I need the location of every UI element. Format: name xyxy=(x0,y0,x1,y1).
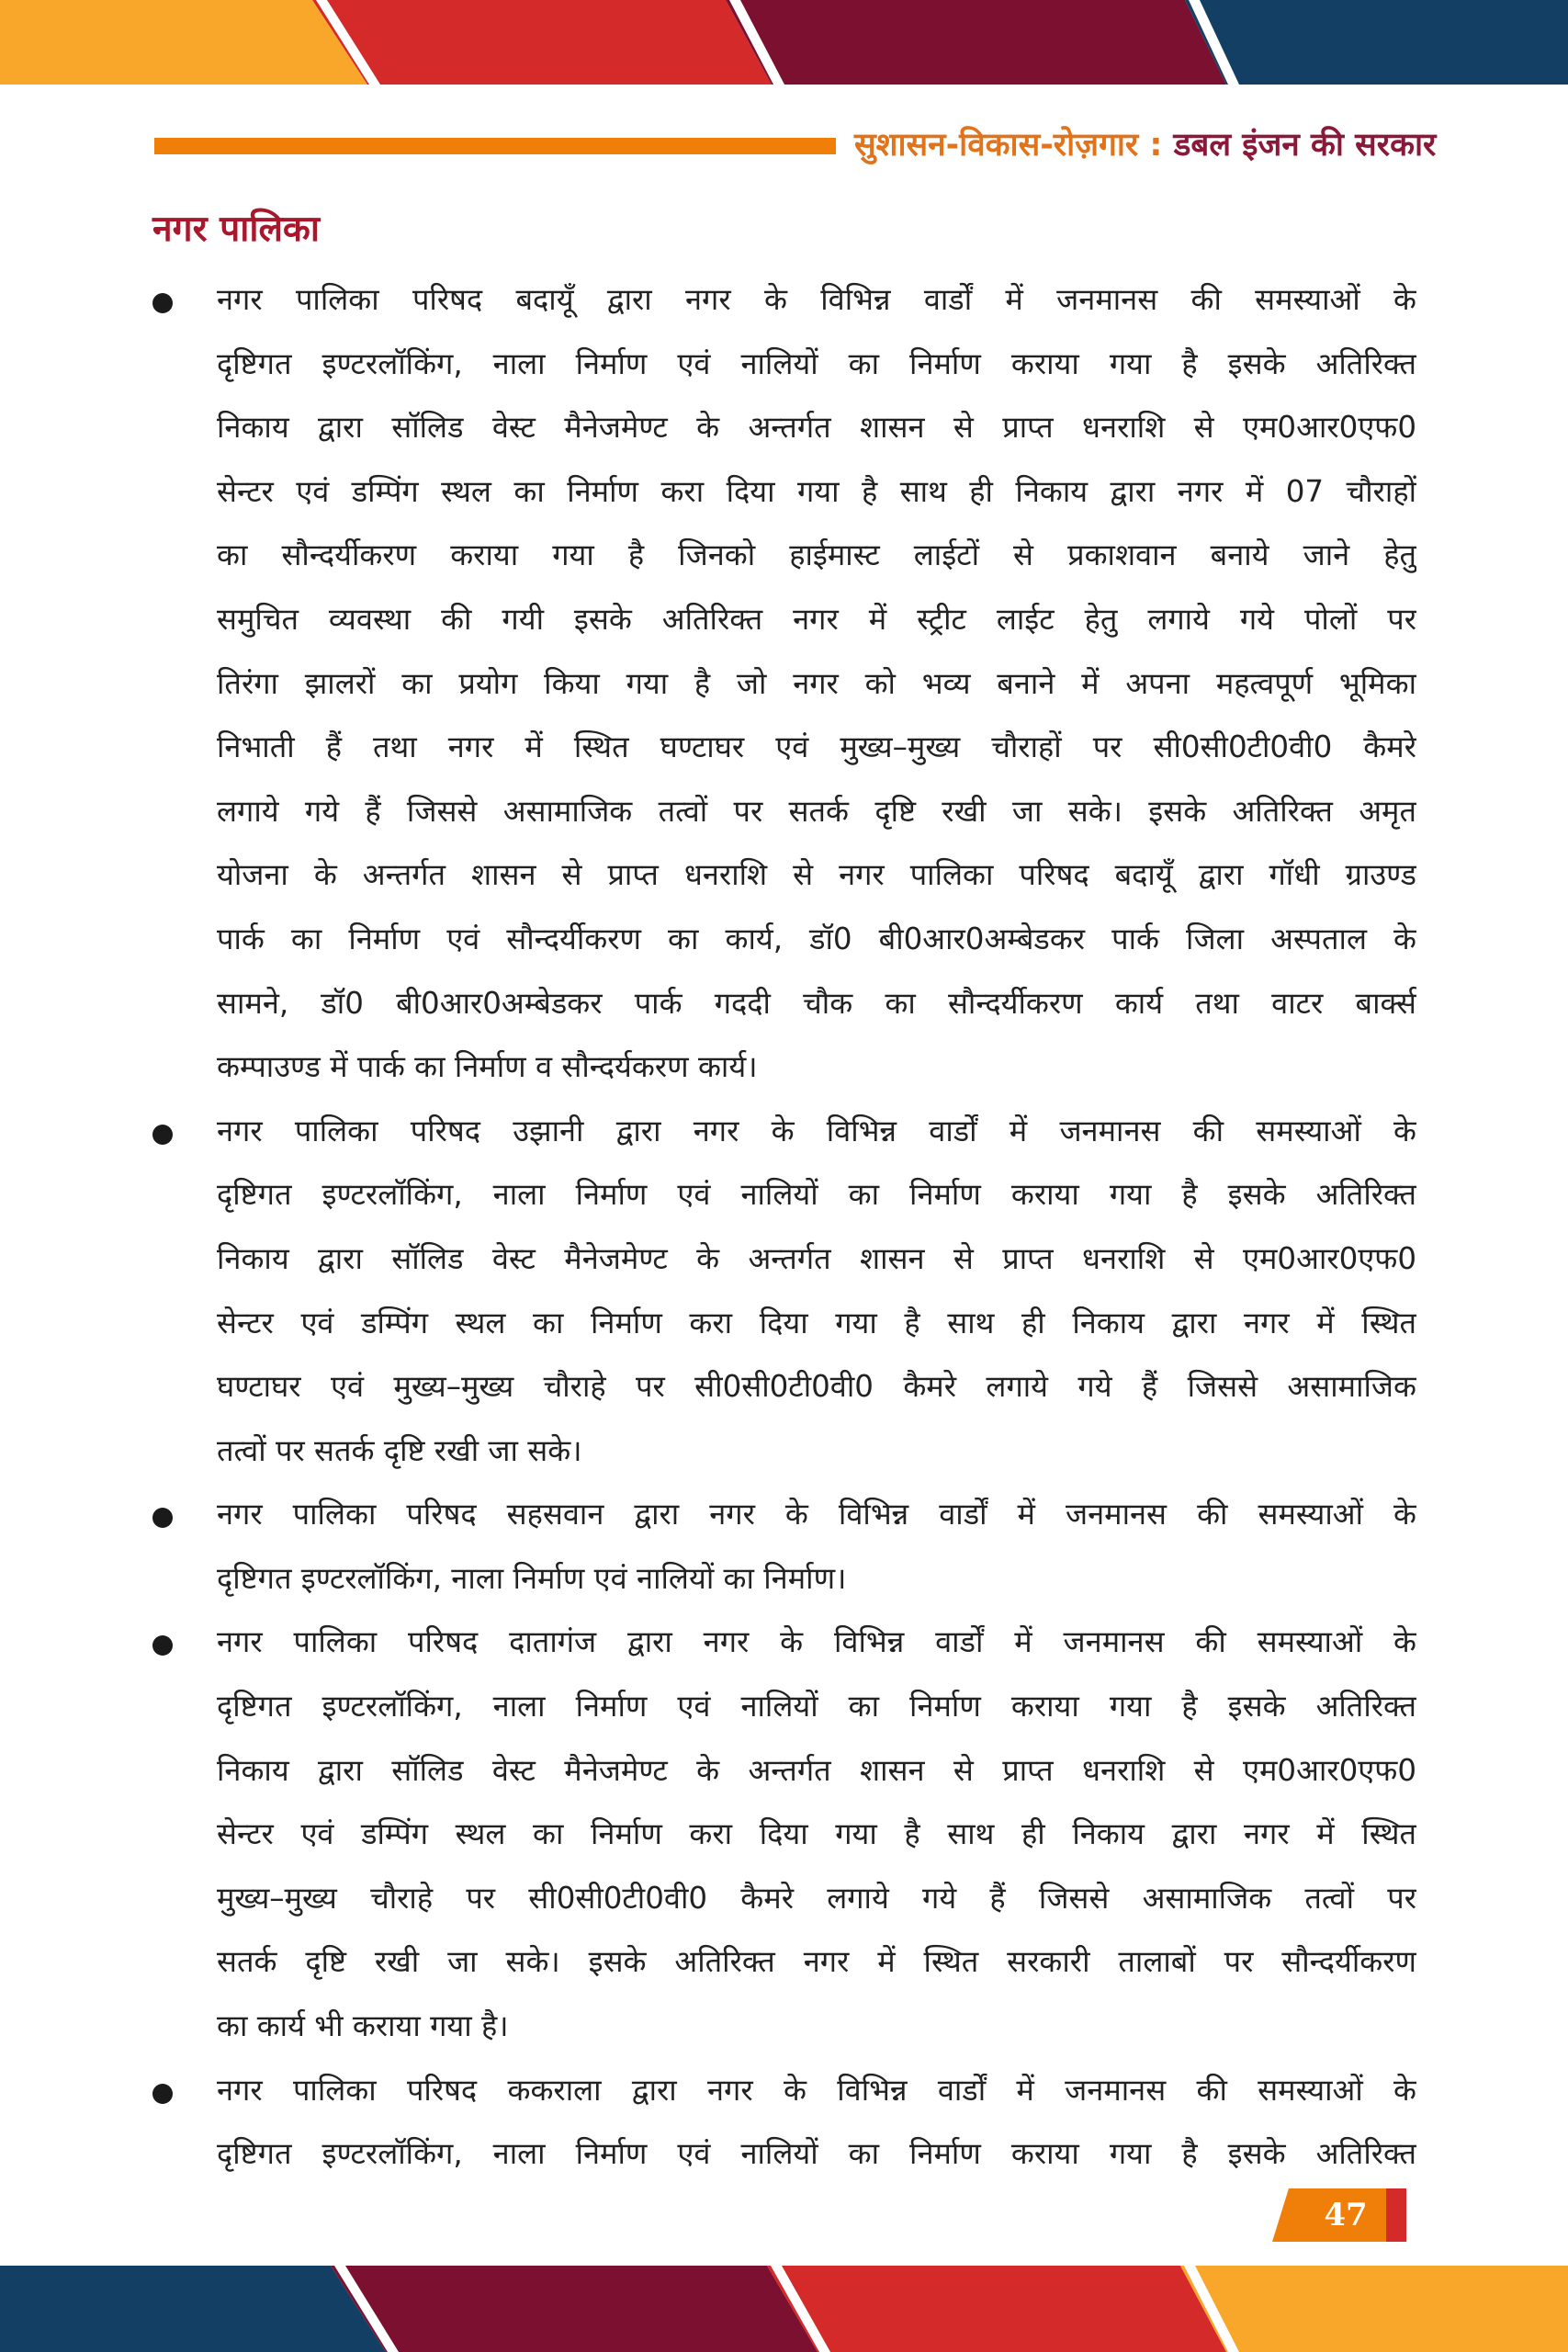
page-number-tab xyxy=(1272,2188,1406,2242)
header-title-part2: डबल इंजन की सरकार xyxy=(1173,127,1437,164)
text-line: सामने, डॉ0 बी0आर0अम्बेडकर पार्क गददी चौक का सौन्दर्यीकरण कार्य तथा वाटर बार्क्स xyxy=(217,985,1416,1021)
text-line: दृष्टिगत इण्टरलॉकिंग, नाला निर्माण एवं नालियों का निर्माण कराया गया है इसके अतिरिक्त xyxy=(217,1177,1416,1213)
section-heading: नगर पालिका xyxy=(152,209,320,250)
text-line: दृष्टिगत इण्टरलॉकिंग, नाला निर्माण एवं नालियों का निर्माण कराया गया है इसके अतिरिक्त xyxy=(217,1689,1416,1724)
text-line: तिरंगा झालरों का प्रयोग किया गया है जो नगर को भव्य बनाने में अपना महत्वपूर्ण भूमिका xyxy=(217,665,1416,701)
text-line: निकाय द्वारा सॉलिड वेस्ट मैनेजमेण्ट के अन्तर्गत शासन से प्राप्त धनराशि से एम0आर0एफ0 xyxy=(217,1240,1416,1276)
bullet-dot-icon xyxy=(152,1635,173,1656)
text-line: दृष्टिगत इण्टरलॉकिंग, नाला निर्माण एवं नालियों का निर्माण। xyxy=(217,1560,847,1596)
text-line: योजना के अन्तर्गत शासन से प्राप्त धनराशि से नगर पालिका परिषद बदायूँ द्वारा गॉधी ग्राउण्ड xyxy=(217,857,1416,893)
text-line: घण्टाघर एवं मुख्य–मुख्य चौराहे पर सी0सी0टी0वी0 कैमरे लगाये गये हैं जिससे असामाजिक xyxy=(217,1369,1416,1405)
text-line: सेन्टर एवं डम्पिंग स्थल का निर्माण करा दिया गया है साथ ही निकाय द्वारा नगर में स्थित xyxy=(217,1816,1416,1852)
text-line: नगर पालिका परिषद सहसवान द्वारा नगर के विभिन्न वार्डों में जनमानस की समस्याओं के xyxy=(217,1497,1416,1532)
bullet-item-ujhani xyxy=(152,1100,1416,1484)
text-line: का कार्य भी कराया गया है। xyxy=(217,2008,509,2044)
text-line: नगर पालिका परिषद ककराला द्वारा नगर के विभिन्न वार्डों में जनमानस की समस्याओं के xyxy=(217,2072,1416,2108)
bullet-dot-icon xyxy=(152,1508,173,1528)
text-line: लगाये गये हैं जिससे असामाजिक तत्वों पर सतर्क दृष्टि रखी जा सके। इसके अतिरिक्त अमृत xyxy=(217,793,1416,829)
text-line: सतर्क दृष्टि रखी जा सके। इसके अतिरिक्त नगर में स्थित सरकारी तालाबों पर सौन्दर्यीकरण xyxy=(217,1944,1416,1980)
text-line: दृष्टिगत इण्टरलॉकिंग, नाला निर्माण एवं नालियों का निर्माण कराया गया है इसके अतिरिक्त xyxy=(217,345,1416,381)
text-line: समुचित व्यवस्था की गयी इसके अतिरिक्त नगर में स्ट्रीट लाईट हेतु लगाये गये पोलों पर xyxy=(217,601,1416,637)
bullet-item-sahaswan xyxy=(152,1483,1416,1611)
text-line: पार्क का निर्माण एवं सौन्दर्यीकरण का कार्य, डॉ0 बी0आर0अम्बेडकर पार्क जिला अस्पताल के xyxy=(217,921,1416,956)
page-number: 47 xyxy=(1324,2197,1368,2233)
bullet-dot-icon xyxy=(152,1125,173,1145)
bullet-dot-icon xyxy=(152,293,173,313)
bullet-item-dataganj xyxy=(152,1611,1416,2058)
header-title-part1: सुशासन-विकास-रोज़गार : xyxy=(854,127,1174,164)
bullet-list xyxy=(152,268,1416,2187)
bullet-item-kakrala xyxy=(152,2059,1416,2187)
text-line: निभाती हैं तथा नगर में स्थित घण्टाघर एवं मुख्य–मुख्य चौराहों पर सी0सी0टी0वी0 कैमरे xyxy=(217,729,1416,765)
text-line: सेन्टर एवं डम्पिंग स्थल का निर्माण करा दिया गया है साथ ही निकाय द्वारा नगर में 07 चौराहों xyxy=(217,473,1416,509)
bullet-dot-icon xyxy=(152,2084,173,2104)
text-line: निकाय द्वारा सॉलिड वेस्ट मैनेजमेण्ट के अन्तर्गत शासन से प्राप्त धनराशि से एम0आर0एफ0 xyxy=(217,1752,1416,1788)
bullet-item-badaun xyxy=(152,268,1416,1100)
text-line: नगर पालिका परिषद बदायूँ द्वारा नगर के विभिन्न वार्डों में जनमानस की समस्याओं के xyxy=(217,282,1416,317)
text-line: कम्पाउण्ड में पार्क का निर्माण व सौन्दर्यकरण कार्य। xyxy=(217,1049,758,1085)
text-line: नगर पालिका परिषद दातागंज द्वारा नगर के विभिन्न वार्डों में जनमानस की समस्याओं के xyxy=(217,1624,1416,1660)
bottom-decorative-band xyxy=(0,2266,1568,2352)
text-line: का सौन्दर्यीकरण कराया गया है जिनको हाईमास्ट लाईटों से प्रकाशवान बनाये जाने हेतु xyxy=(217,537,1416,573)
running-header-title xyxy=(854,118,1437,173)
text-line: सेन्टर एवं डम्पिंग स्थल का निर्माण करा दिया गया है साथ ही निकाय द्वारा नगर में स्थित xyxy=(217,1305,1416,1340)
header-orange-rule xyxy=(154,138,836,154)
text-line: दृष्टिगत इण्टरलॉकिंग, नाला निर्माण एवं नालियों का निर्माण कराया गया है इसके अतिरिक्त xyxy=(217,2136,1416,2172)
text-line: नगर पालिका परिषद उझानी द्वारा नगर के विभिन्न वार्डों में जनमानस की समस्याओं के xyxy=(217,1113,1416,1148)
text-line: मुख्य–मुख्य चौराहे पर सी0सी0टी0वी0 कैमरे लगाये गये हैं जिससे असामाजिक तत्वों पर xyxy=(217,1880,1416,1916)
top-decorative-band xyxy=(0,0,1568,85)
text-line: तत्वों पर सतर्क दृष्टि रखी जा सके। xyxy=(217,1432,582,1468)
text-line: निकाय द्वारा सॉलिड वेस्ट मैनेजमेण्ट के अन्तर्गत शासन से प्राप्त धनराशि से एम0आर0एफ0 xyxy=(217,410,1416,446)
